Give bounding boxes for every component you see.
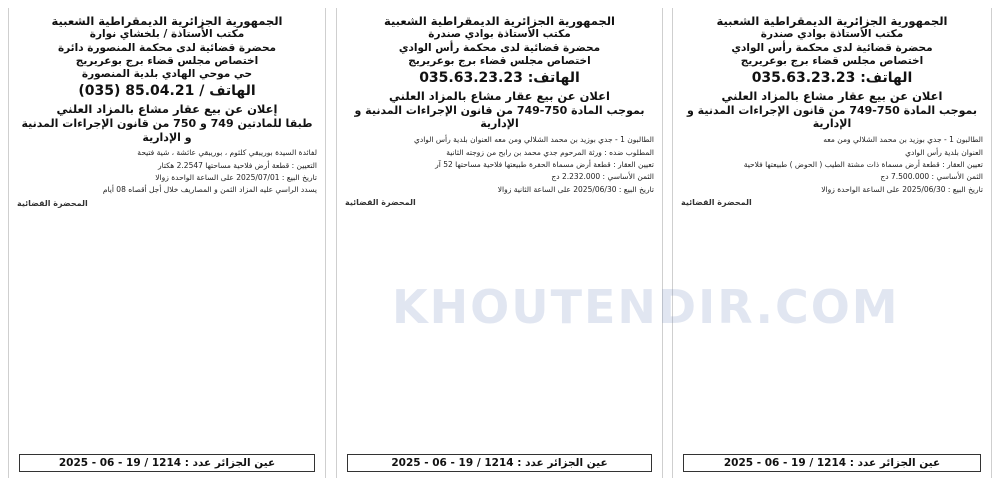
body-line: تاريخ البيع : 2025/06/30 على الساعة الثانية زوالا: [497, 184, 654, 194]
body-line: تعيين العقار : قطعة أرض مسماة ذات مشتة الطيب ( الحوض ) طبيعتها فلاحية: [743, 159, 983, 169]
auction-notice: [672, 8, 992, 478]
notice-title: إعلان عن بيع عقار مشاع بالمزاد العلني: [56, 102, 278, 117]
phone-number: الهاتف: 035.63.23.23: [751, 69, 913, 86]
court-name: محضرة قضائية لدى محكمة رأس الوادي: [398, 41, 601, 54]
notice-header: [17, 14, 317, 144]
auction-notice: [8, 8, 326, 478]
notice-header: [681, 14, 983, 131]
issue-footer: عين الجزائر عدد : 1214 / 19 - 06 - 2025: [19, 454, 315, 472]
bailiff-office: مكتب الأستاذة / بلخشاي نوارة: [89, 28, 245, 41]
notice-subtitle: بموجب المادة 750-749 من قانون الإجراءات المدنية و الإدارية: [686, 103, 978, 131]
body-line: الثمن الأساسي : 2.232.000 دج: [551, 172, 654, 182]
body-line: يسدد الراسي عليه المزاد الثمن و المصاريف خلال أجل أقصاه 08 أيام: [102, 185, 317, 195]
bailiff-office: مكتب الأستاذة بوادي صندرة: [760, 28, 904, 41]
republic-title: الجمهورية الجزائرية الديمقراطية الشعبية: [51, 14, 283, 28]
auction-notice: [336, 8, 663, 478]
notice-subtitle: طبقا للمادتين 749 و 750 من قانون الإجراءات المدنية و الإدارية: [21, 116, 313, 144]
bailiff-stamp: المحضرة القضائية: [681, 198, 752, 208]
body-line: تاريخ البيع : 2025/06/30 على الساعة الواحدة زوالا: [821, 184, 983, 194]
jurisdiction: اختصاص مجلس قضاء برج بوعريريج: [408, 54, 591, 67]
phone-number: الهاتف: 035.63.23.23: [419, 69, 580, 86]
body-line: الثمن الأساسي : 7.500.000 دج: [880, 172, 983, 182]
body-line: التعيين : قطعة أرض فلاحية مساحتها 2.2547 هكتار: [158, 160, 317, 170]
issue-footer: عين الجزائر عدد : 1214 / 19 - 06 - 2025: [347, 454, 652, 472]
office-address: حي موحي الهادي بلدية المنصورة: [81, 67, 253, 80]
notice-subtitle: بموجب المادة 750-749 من قانون الإجراءات المدنية و الإدارية: [354, 103, 645, 131]
body-line: العنوان بلدية رأس الوادي: [905, 147, 983, 157]
republic-title: الجمهورية الجزائرية الديمقراطية الشعبية: [383, 14, 615, 28]
body-line: لفائدة السيدة بوريبقي كلثوم ، بوريبقي عائشة ، شية فتيحة: [137, 148, 317, 158]
bailiff-stamp: المحضرة القضائية: [345, 198, 416, 208]
court-name: محضرة قضائية لدى محكمة رأس الوادي: [731, 41, 933, 54]
notice-title: اعلان عن بيع عقار مشاع بالمزاد العلني: [389, 89, 610, 104]
republic-title: الجمهورية الجزائرية الديمقراطية الشعبية: [716, 14, 948, 28]
notice-header: [345, 14, 654, 131]
site-watermark: KHOUTENDIR.COM: [392, 280, 900, 334]
phone-number: الهاتف / 85.04.21 (035): [78, 82, 256, 99]
notice-body: [17, 148, 317, 196]
court-name: محضرة قضائية لدى محكمة المنصورة دائرة: [57, 41, 277, 54]
body-line: الطالبون 1 - جدي بوزيد بن محمد الشلالي ومن معه: [823, 135, 983, 145]
body-line: تعيين العقار : قطعة أرض مسماة الحفرة طبيعتها فلاحية مساحتها 52 آر: [435, 159, 654, 169]
bailiff-office: مكتب الأستاذة بوادي صندرة: [428, 28, 571, 41]
notice-body: [681, 135, 983, 195]
notice-title: اعلان عن بيع عقار مشاع بالمزاد العلني: [721, 89, 943, 104]
jurisdiction: اختصاص مجلس قضاء برج بوعريريج: [740, 54, 924, 67]
body-line: تاريخ البيع : 2025/07/01 على الساعة الواحدة زوالا: [155, 173, 317, 183]
body-line: المطلوب ضده : ورثة المرحوم جدي محمد بن رابح من زوجته الثانية: [446, 147, 654, 157]
jurisdiction: اختصاص مجلس قضاء برج بوعريريج: [75, 54, 259, 67]
notice-body: [345, 135, 654, 195]
issue-footer: عين الجزائر عدد : 1214 / 19 - 06 - 2025: [683, 454, 981, 472]
bailiff-stamp: المحضرة القضائية: [17, 198, 88, 208]
body-line: الطالبون 1 - جدي بوزيد بن محمد الشلالي ومن معه العنوان بلدية رأس الوادي: [413, 135, 654, 145]
